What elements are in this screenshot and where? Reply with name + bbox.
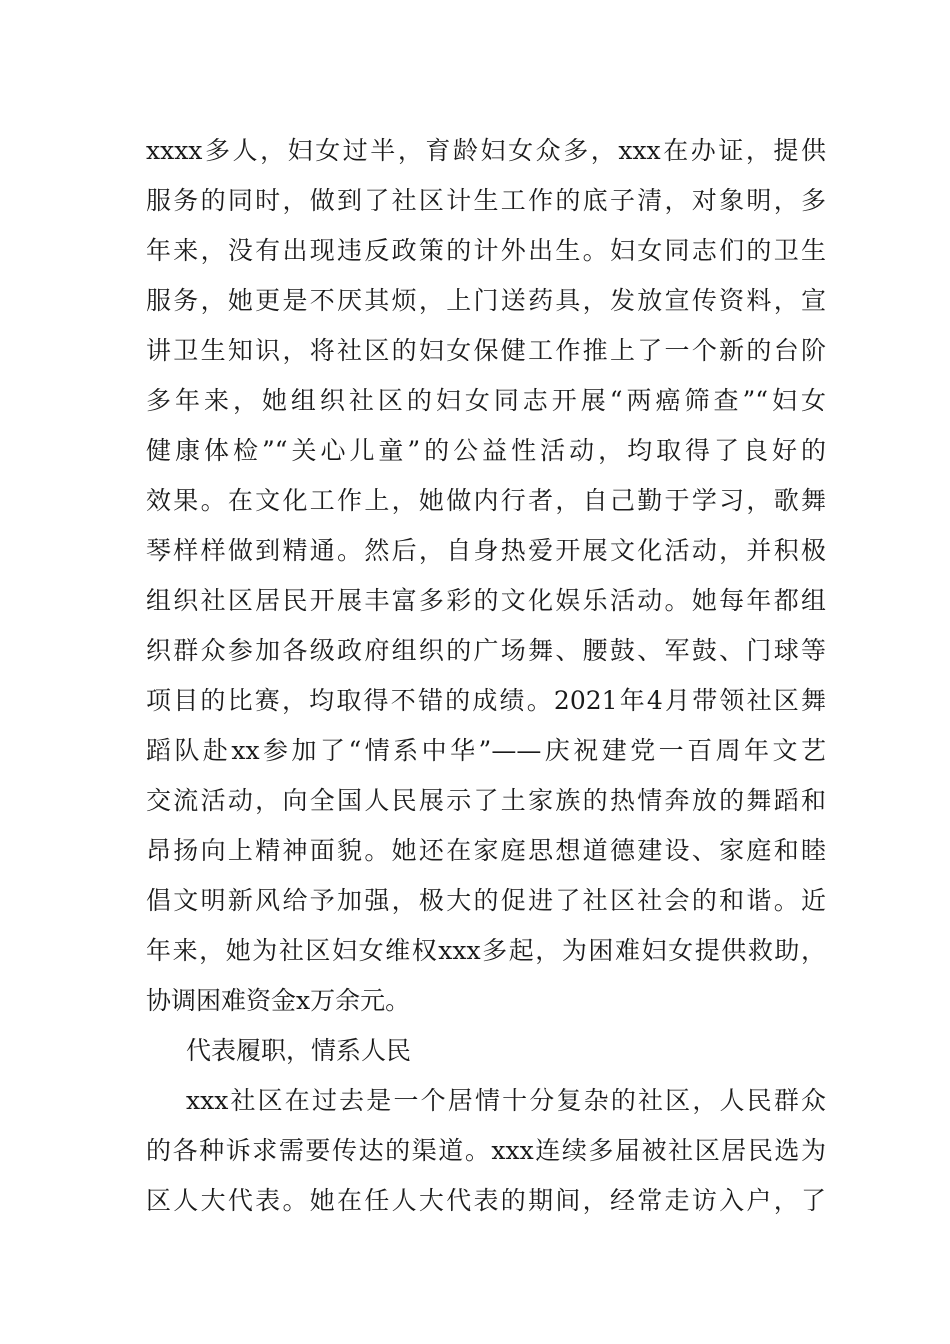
paragraph-line: 多年来，她组织社区的妇女同志开展“两癌筛查”“妇女 bbox=[146, 386, 826, 415]
paragraph-line: 健康体检”“关心儿童”的公益性活动，均取得了良好的 bbox=[146, 436, 826, 465]
paragraph-line: 年来，没有出现违反政策的计外出生。妇女同志们的卫生 bbox=[146, 236, 826, 265]
paragraph-line: xxxx多人，妇女过半，育龄妇女众多，xxx在办证，提供 bbox=[146, 136, 826, 165]
section-heading: 代表履职，情系人民 bbox=[186, 1036, 412, 1065]
paragraph-line: 交流活动，向全国人民展示了土家族的热情奔放的舞蹈和 bbox=[146, 786, 826, 815]
document-body bbox=[146, 126, 826, 1226]
paragraph-line: 倡文明新风给予加强，极大的促进了社区社会的和谐。近 bbox=[146, 886, 826, 915]
paragraph-line: 年来，她为社区妇女维权xxx多起，为困难妇女提供救助， bbox=[146, 936, 826, 965]
paragraph-line: 效果。在文化工作上，她做内行者，自己勤于学习，歌舞 bbox=[146, 486, 826, 515]
paragraph-line: 昂扬向上精神面貌。她还在家庭思想道德建设、家庭和睦 bbox=[146, 836, 826, 865]
paragraph-line: 琴样样做到精通。然后，自身热爱开展文化活动，并积极 bbox=[146, 536, 826, 565]
paragraph-line: 项目的比赛，均取得不错的成绩。2021年4月带领社区舞 bbox=[146, 686, 826, 715]
paragraph-line: 组织社区居民开展丰富多彩的文化娱乐活动。她每年都组 bbox=[146, 586, 826, 615]
paragraph-line: 讲卫生知识，将社区的妇女保健工作推上了一个新的台阶 bbox=[146, 336, 826, 365]
paragraph-line: xxx社区在过去是一个居情十分复杂的社区，人民群众 bbox=[186, 1086, 826, 1115]
paragraph-line: 蹈队赴xx参加了“情系中华”——庆祝建党一百周年文艺 bbox=[146, 736, 826, 765]
paragraph-line: 协调困难资金x万余元。 bbox=[146, 986, 411, 1015]
paragraph-line: 服务的同时，做到了社区计生工作的底子清，对象明，多 bbox=[146, 186, 826, 215]
paragraph-line: 区人大代表。她在任人大代表的期间，经常走访入户，了 bbox=[146, 1186, 826, 1215]
paragraph-line: 织群众参加各级政府组织的广场舞、腰鼓、军鼓、门球等 bbox=[146, 636, 826, 665]
paragraph-line: 服务，她更是不厌其烦，上门送药具，发放宣传资料，宣 bbox=[146, 286, 826, 315]
paragraph-line: 的各种诉求需要传达的渠道。xxx连续多届被社区居民选为 bbox=[146, 1136, 826, 1165]
